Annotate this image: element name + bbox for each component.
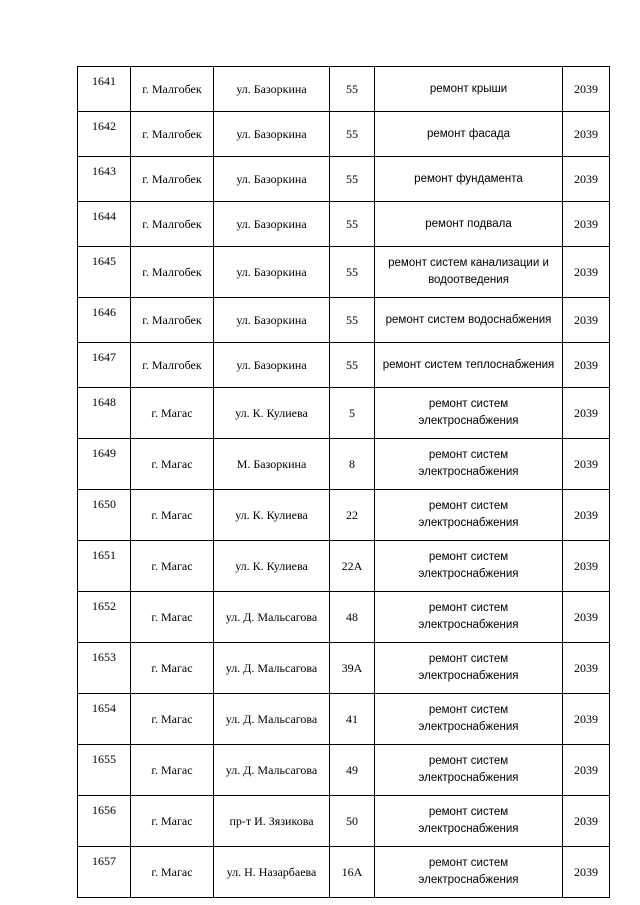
- year-cell: 2039: [563, 67, 610, 112]
- city-cell: г. Магас: [131, 541, 214, 592]
- row-number: 1657: [78, 847, 131, 898]
- city-cell: г. Магас: [131, 643, 214, 694]
- house-cell: 5: [330, 388, 375, 439]
- street-cell: ул. К. Кулиева: [214, 388, 330, 439]
- house-cell: 39А: [330, 643, 375, 694]
- row-number: 1644: [78, 202, 131, 247]
- city-cell: г. Малгобек: [131, 298, 214, 343]
- city-cell: г. Магас: [131, 847, 214, 898]
- row-number: 1653: [78, 643, 131, 694]
- work-type-cell: ремонт подвала: [375, 202, 563, 247]
- work-type-cell: ремонт крыши: [375, 67, 563, 112]
- street-cell: ул. Д. Мальсагова: [214, 592, 330, 643]
- street-cell: ул. К. Кулиева: [214, 541, 330, 592]
- year-cell: 2039: [563, 592, 610, 643]
- row-number: 1646: [78, 298, 131, 343]
- row-number: 1654: [78, 694, 131, 745]
- city-cell: г. Малгобек: [131, 157, 214, 202]
- year-cell: 2039: [563, 694, 610, 745]
- row-number: 1648: [78, 388, 131, 439]
- year-cell: 2039: [563, 112, 610, 157]
- street-cell: ул. Базоркина: [214, 247, 330, 298]
- house-cell: 55: [330, 112, 375, 157]
- row-number: 1643: [78, 157, 131, 202]
- work-type-cell: ремонт систем электроснабжения: [375, 439, 563, 490]
- work-type-cell: ремонт систем электроснабжения: [375, 694, 563, 745]
- house-cell: 22А: [330, 541, 375, 592]
- city-cell: г. Магас: [131, 796, 214, 847]
- row-number: 1647: [78, 343, 131, 388]
- row-number: 1642: [78, 112, 131, 157]
- city-cell: г. Малгобек: [131, 247, 214, 298]
- row-number: 1649: [78, 439, 131, 490]
- table-row: [78, 67, 610, 112]
- street-cell: ул. Базоркина: [214, 157, 330, 202]
- work-type-cell: ремонт систем электроснабжения: [375, 490, 563, 541]
- work-type-cell: ремонт систем электроснабжения: [375, 541, 563, 592]
- table-row: [78, 643, 610, 694]
- street-cell: ул. Базоркина: [214, 67, 330, 112]
- repair-schedule-table: [77, 66, 610, 898]
- year-cell: 2039: [563, 745, 610, 796]
- row-number: 1651: [78, 541, 131, 592]
- year-cell: 2039: [563, 202, 610, 247]
- house-cell: 22: [330, 490, 375, 541]
- street-cell: ул. Базоркина: [214, 112, 330, 157]
- house-cell: 55: [330, 298, 375, 343]
- house-cell: 55: [330, 67, 375, 112]
- city-cell: г. Малгобек: [131, 112, 214, 157]
- city-cell: г. Магас: [131, 592, 214, 643]
- street-cell: ул. Д. Мальсагова: [214, 745, 330, 796]
- table-row: [78, 745, 610, 796]
- city-cell: г. Магас: [131, 439, 214, 490]
- work-type-cell: ремонт систем электроснабжения: [375, 592, 563, 643]
- street-cell: ул. Д. Мальсагова: [214, 694, 330, 745]
- work-type-cell: ремонт систем теплоснабжения: [375, 343, 563, 388]
- row-number: 1650: [78, 490, 131, 541]
- row-number: 1645: [78, 247, 131, 298]
- table-row: [78, 439, 610, 490]
- year-cell: 2039: [563, 247, 610, 298]
- city-cell: г. Малгобек: [131, 67, 214, 112]
- work-type-cell: ремонт систем электроснабжения: [375, 388, 563, 439]
- work-type-cell: ремонт систем водоснабжения: [375, 298, 563, 343]
- house-cell: 50: [330, 796, 375, 847]
- row-number: 1652: [78, 592, 131, 643]
- work-type-cell: ремонт фундамента: [375, 157, 563, 202]
- row-number: 1655: [78, 745, 131, 796]
- street-cell: М. Базоркина: [214, 439, 330, 490]
- table-row: [78, 388, 610, 439]
- street-cell: ул. Н. Назарбаева: [214, 847, 330, 898]
- city-cell: г. Магас: [131, 694, 214, 745]
- table-row: [78, 298, 610, 343]
- table-row: [78, 694, 610, 745]
- work-type-cell: ремонт систем канализации и водоотведения: [375, 247, 563, 298]
- street-cell: пр-т И. Зязикова: [214, 796, 330, 847]
- table-row: [78, 247, 610, 298]
- street-cell: ул. Базоркина: [214, 343, 330, 388]
- year-cell: 2039: [563, 343, 610, 388]
- work-type-cell: ремонт систем электроснабжения: [375, 847, 563, 898]
- street-cell: ул. Д. Мальсагова: [214, 643, 330, 694]
- row-number: 1656: [78, 796, 131, 847]
- table-row: [78, 847, 610, 898]
- city-cell: г. Магас: [131, 388, 214, 439]
- year-cell: 2039: [563, 388, 610, 439]
- year-cell: 2039: [563, 439, 610, 490]
- house-cell: 55: [330, 157, 375, 202]
- row-number: 1641: [78, 67, 131, 112]
- house-cell: 41: [330, 694, 375, 745]
- table-row: [78, 796, 610, 847]
- table-row: [78, 592, 610, 643]
- city-cell: г. Малгобек: [131, 343, 214, 388]
- work-type-cell: ремонт систем электроснабжения: [375, 745, 563, 796]
- year-cell: 2039: [563, 541, 610, 592]
- street-cell: ул. Базоркина: [214, 298, 330, 343]
- table-row: [78, 202, 610, 247]
- year-cell: 2039: [563, 796, 610, 847]
- house-cell: 49: [330, 745, 375, 796]
- house-cell: 48: [330, 592, 375, 643]
- table-row: [78, 112, 610, 157]
- work-type-cell: ремонт систем электроснабжения: [375, 643, 563, 694]
- table-row: [78, 343, 610, 388]
- work-type-cell: ремонт систем электроснабжения: [375, 796, 563, 847]
- year-cell: 2039: [563, 298, 610, 343]
- table-row: [78, 541, 610, 592]
- house-cell: 8: [330, 439, 375, 490]
- city-cell: г. Магас: [131, 745, 214, 796]
- city-cell: г. Малгобек: [131, 202, 214, 247]
- table-row: [78, 490, 610, 541]
- city-cell: г. Магас: [131, 490, 214, 541]
- house-cell: 55: [330, 247, 375, 298]
- street-cell: ул. Базоркина: [214, 202, 330, 247]
- year-cell: 2039: [563, 643, 610, 694]
- table-row: [78, 157, 610, 202]
- house-cell: 55: [330, 343, 375, 388]
- street-cell: ул. К. Кулиева: [214, 490, 330, 541]
- work-type-cell: ремонт фасада: [375, 112, 563, 157]
- house-cell: 16А: [330, 847, 375, 898]
- house-cell: 55: [330, 202, 375, 247]
- year-cell: 2039: [563, 490, 610, 541]
- year-cell: 2039: [563, 847, 610, 898]
- year-cell: 2039: [563, 157, 610, 202]
